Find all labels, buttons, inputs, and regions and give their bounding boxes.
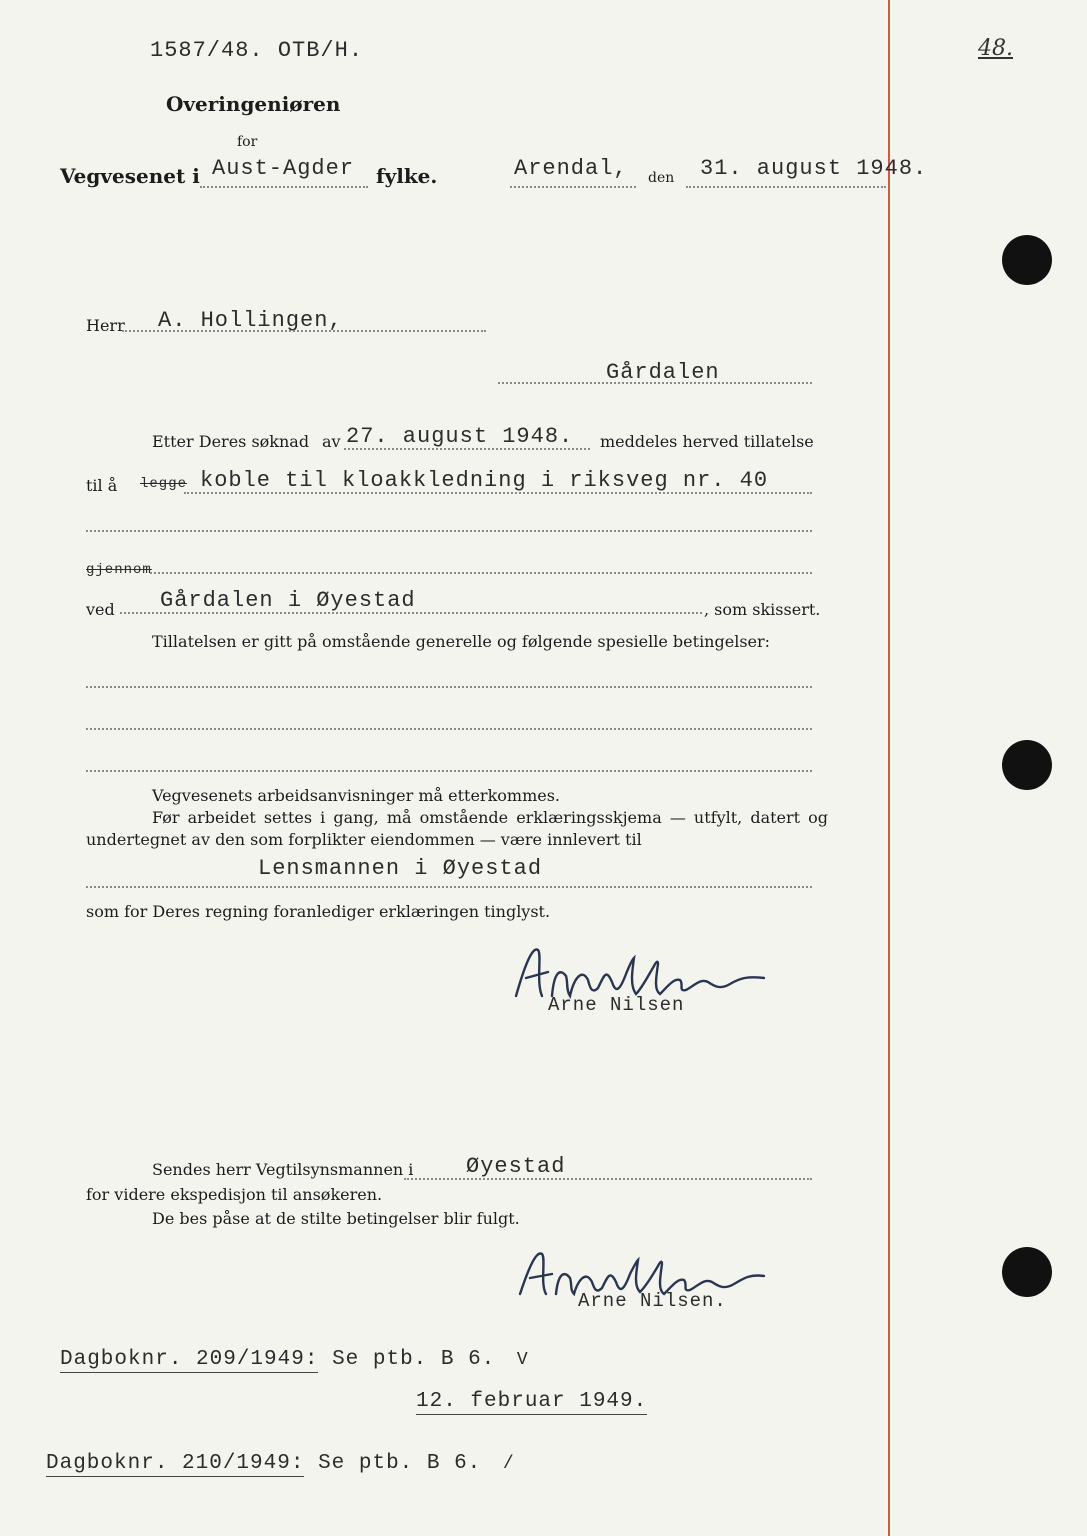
date-prefix: den bbox=[648, 170, 675, 186]
blank-line-1 bbox=[86, 530, 812, 532]
county-name: Aust-Agder bbox=[212, 156, 355, 181]
application-date: 27. august 1948. bbox=[346, 424, 574, 449]
forward-line-3: De bes påse at de stilte betingelser blir fulgt. bbox=[152, 1209, 520, 1228]
note-2-text: Se ptb. B 6. bbox=[318, 1452, 482, 1475]
addressee-dots bbox=[122, 330, 486, 332]
addressee-location: Gårdalen bbox=[606, 360, 720, 385]
til-prefix: til å bbox=[86, 476, 118, 495]
forward-line-2: for videre ekspedisjon til ansøkeren. bbox=[86, 1185, 383, 1204]
ved-suffix: , som skissert. bbox=[704, 600, 821, 619]
recipient-dots bbox=[86, 886, 812, 888]
application-av: av bbox=[322, 432, 341, 451]
ved-dots bbox=[120, 612, 702, 614]
blank-line-5 bbox=[86, 770, 812, 772]
note-1-text: Se ptb. B 6. bbox=[332, 1348, 496, 1371]
application-prefix: Etter Deres søknad bbox=[152, 432, 310, 451]
margin-line bbox=[888, 0, 890, 1536]
location-dots bbox=[498, 382, 812, 384]
org-suffix: fylke. bbox=[376, 164, 438, 188]
blank-line-4 bbox=[86, 728, 812, 730]
paragraph-3: som for Deres regning foranlediger erklæringen tinglyst. bbox=[86, 902, 551, 921]
note-1-mark: V bbox=[516, 1350, 529, 1370]
ved-place: Gårdalen i Øyestad bbox=[160, 588, 416, 613]
paragraph-2-line-2: undertegnet av den som forplikter eiendommen — være innlevert til bbox=[86, 830, 642, 849]
county-dots bbox=[200, 186, 368, 188]
forward-place: Øyestad bbox=[466, 1154, 566, 1179]
org-prefix: Vegvesenet i bbox=[60, 164, 200, 188]
struck-legge: legge bbox=[140, 476, 188, 492]
forward-line-1: Sendes herr Vegtilsynsmannen i bbox=[152, 1160, 414, 1179]
application-suffix: meddeles herved tillatelse bbox=[600, 432, 814, 451]
note-date-text: 12. februar 1949. bbox=[416, 1390, 648, 1413]
letter-place: Arendal, bbox=[514, 156, 628, 181]
ved-label: ved bbox=[86, 600, 115, 619]
punch-hole-middle bbox=[1002, 740, 1052, 790]
punch-hole-top bbox=[1002, 235, 1052, 285]
note-2-ref: Dagboknr. 210/1949: bbox=[46, 1452, 305, 1475]
note-date bbox=[416, 1390, 647, 1413]
place-dots bbox=[510, 186, 636, 188]
forward-dots bbox=[404, 1178, 812, 1180]
punch-hole-bottom bbox=[1002, 1247, 1052, 1297]
addressee-name: A. Hollingen, bbox=[158, 308, 343, 333]
permit-purpose: koble til kloakkledning i riksveg nr. 40 bbox=[200, 468, 769, 493]
note-2-mark: / bbox=[502, 1454, 515, 1474]
paragraph-1: Vegvesenets arbeidsanvisninger må etterkommes. bbox=[152, 786, 561, 805]
salutation: Herr bbox=[86, 316, 125, 335]
purpose-dots bbox=[184, 492, 812, 494]
signer-1-name: Arne Nilsen bbox=[548, 994, 685, 1016]
blank-line-3 bbox=[86, 686, 812, 688]
org-for: for bbox=[237, 134, 258, 150]
paragraph-2-line-1: Før arbeidet settes i gang, må omstående erklæringsskjema — utfylt, datert og bbox=[152, 808, 829, 827]
date-dots bbox=[686, 186, 886, 188]
note-1 bbox=[60, 1348, 529, 1371]
page-number: 48. bbox=[978, 36, 1013, 61]
blank-line-2 bbox=[150, 572, 812, 574]
application-dots bbox=[344, 448, 590, 450]
signer-2-name: Arne Nilsen. bbox=[578, 1290, 727, 1312]
org-title: Overingeniøren bbox=[166, 92, 341, 116]
note-2 bbox=[46, 1452, 515, 1475]
declaration-recipient: Lensmannen i Øyestad bbox=[258, 856, 543, 881]
conditions-line: Tillatelsen er gitt på omstående generelle og følgende spesielle betingelser: bbox=[152, 632, 771, 651]
note-1-ref: Dagboknr. 209/1949: bbox=[60, 1348, 319, 1371]
struck-gjennom: gjennom bbox=[86, 562, 152, 578]
letter-date: 31. august 1948. bbox=[700, 156, 928, 181]
reference-number: 1587/48. OTB/H. bbox=[150, 38, 364, 63]
